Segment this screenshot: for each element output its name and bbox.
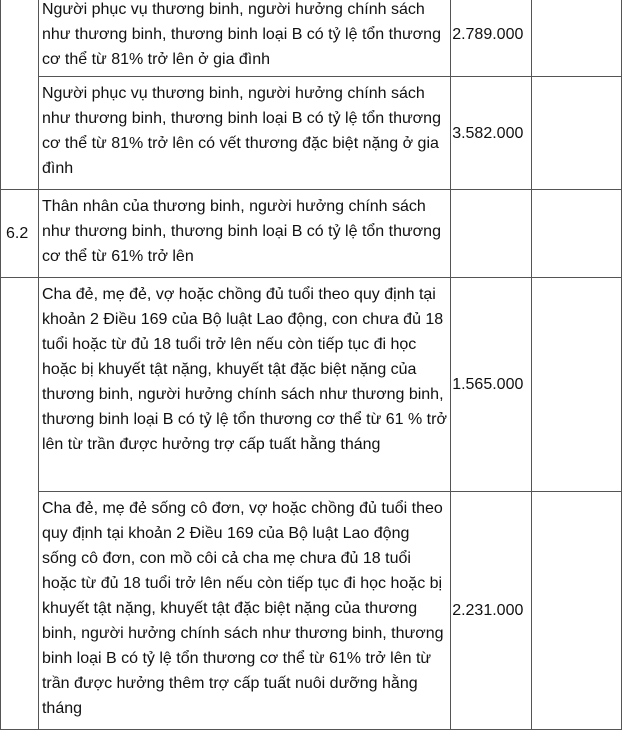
row-description [38,0,450,77]
row-note [532,190,622,278]
row-number [1,0,39,190]
row-description-text: Thân nhân của thương binh, người hưởng chính sách như thương binh, thương binh loại B có tỷ lệ tổn thương cơ thể từ 61% trở lên [41,198,441,265]
row-note [532,278,622,492]
row-amount: 2.789.000 [451,0,532,77]
row-description-text: Cha đẻ, mẹ đẻ, vợ hoặc chồng đủ tuổi theo quy định tại khoản 2 Điều 169 của Bộ luật Lao động, con chưa đủ 18 tuổi hoặc từ đủ 18 tuổi trở lên nếu còn tiếp tục đi học hoặc bị khuyết tật nặng, khuyết tật đặc biệt nặng của thương binh, người hưởng chính sách như thương binh, thương binh loại B có tỷ lệ tổn thương cơ thể từ 61 % trở lên từ trần được hưởng trợ cấp tuất hằng tháng [41,286,447,453]
row-number: 6.2 [1,190,39,278]
table-row [1,0,622,77]
row-description [38,190,450,278]
row-description-text: Người phục vụ thương binh, người hưởng chính sách như thương binh, thương binh loại B có tỷ lệ tổn thương cơ thể từ 81% trở lên có vết thương đặc biệt nặng ở gia đình [41,85,441,177]
row-description [38,278,450,492]
table-row [1,492,622,730]
row-description [38,492,450,730]
table-row [1,190,622,278]
row-description [38,77,450,190]
row-amount: 2.231.000 [451,492,532,730]
row-amount: 3.582.000 [451,77,532,190]
row-note [532,77,622,190]
row-amount: 1.565.000 [451,278,532,492]
row-amount [451,190,532,278]
row-description-text: Người phục vụ thương binh, người hưởng chính sách như thương binh, thương binh loại B có tỷ lệ tổn thương cơ thể từ 81% trở lên ở gia đình [41,1,441,68]
table-row [1,278,622,492]
row-note [532,492,622,730]
table-row [1,77,622,190]
row-description-text: Cha đẻ, mẹ đẻ sống cô đơn, vợ hoặc chồng đủ tuổi theo quy định tại khoản 2 Điều 169 của Bộ luật Lao động sống cô đơn, con mồ côi cả cha mẹ chưa đủ 18 tuổi hoặc từ đủ 18 tuổi trở lên nếu còn tiếp tục đi học hoặc bị khuyết tật nặng, khuyết tật đặc biệt nặng của thương binh, người hưởng chính sách như thương binh, thương binh loại B có tỷ lệ tổn thương cơ thể từ 61% trở lên từ trần được hưởng thêm trợ cấp tuất nuôi dưỡng hằng tháng [41,500,444,717]
row-note [532,0,622,77]
row-number [1,278,39,730]
